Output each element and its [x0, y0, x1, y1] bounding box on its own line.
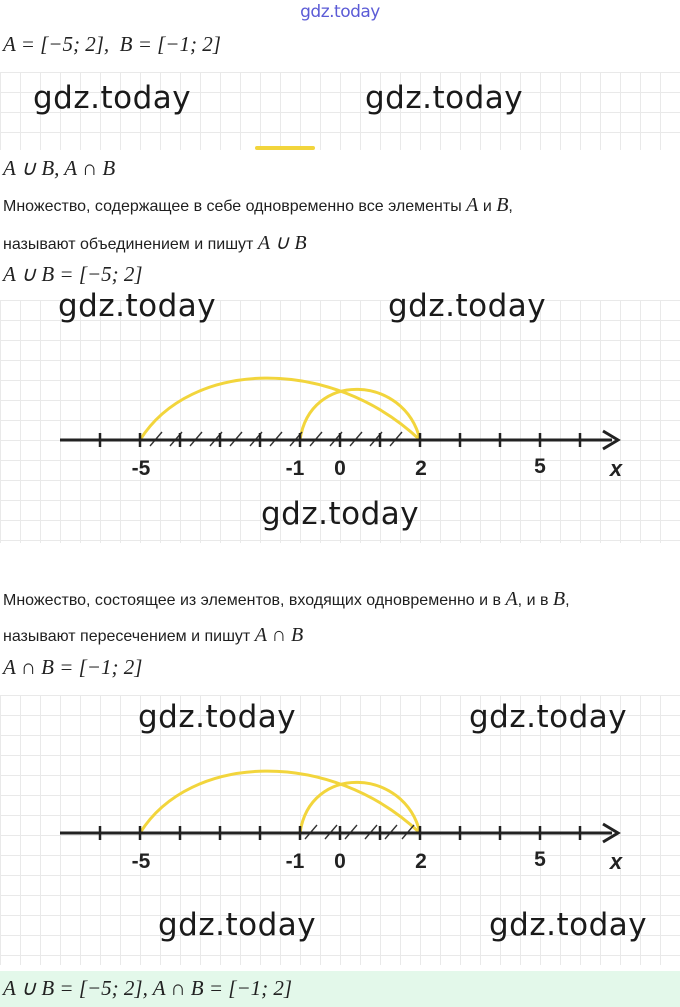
- inter-def-b: B: [552, 588, 566, 610]
- inter-def-comma: ,: [565, 592, 570, 609]
- set-b-definition: B = [−1; 2]: [119, 32, 221, 56]
- answer-text: A ∪ B = [−5; 2], A ∩ B = [−1; 2]: [3, 976, 293, 1000]
- intersection-definition-line-1: [3, 588, 570, 611]
- inter-def-and: , и в: [517, 592, 553, 609]
- arc-set-a: [140, 771, 420, 833]
- intersection-result: A ∩ B = [−1; 2]: [3, 655, 143, 679]
- watermark-6: gdz.today: [138, 699, 297, 735]
- arc-fragment: [255, 146, 315, 150]
- tick-label-minus1: -1: [285, 457, 305, 480]
- watermark-8: gdz.today: [158, 907, 317, 943]
- intersection-diagram: [0, 695, 680, 965]
- intersection-definition-line-2: [3, 624, 303, 647]
- tick-label-2: 2: [415, 457, 427, 480]
- watermark-1: gdz.today: [33, 80, 192, 116]
- operations-line: A ∪ B, A ∩ B: [3, 156, 116, 180]
- union-result: A ∪ B = [−5; 2]: [3, 262, 143, 286]
- given-sets: [3, 32, 221, 57]
- set-a-definition: A = [−5; 2],: [3, 32, 110, 56]
- tick-label-2: 2: [415, 850, 427, 873]
- union-number-line: [0, 300, 680, 543]
- union-def-b: B: [496, 194, 509, 216]
- union-symbol: A ∪ B: [257, 232, 307, 254]
- union-definition-line-2: [3, 230, 307, 255]
- watermark-5: gdz.today: [261, 496, 420, 532]
- grid-strip-top: [0, 72, 680, 150]
- inter-def-a: A: [505, 588, 518, 610]
- inter-def-text-2: называют пересечением и пишут: [3, 628, 255, 645]
- watermark-2: gdz.today: [365, 80, 524, 116]
- tick-label-0: 0: [334, 457, 346, 480]
- union-definition-line-1: [3, 194, 513, 217]
- tick-label-minus1: -1: [285, 850, 305, 873]
- arc-set-b: [300, 782, 420, 833]
- union-def-and: и: [478, 198, 497, 215]
- union-diagram: [0, 288, 680, 543]
- inter-def-text: Множество, состоящее из элементов, входящих одновременно и в: [3, 592, 506, 609]
- intersection-symbol: A ∩ B: [254, 624, 304, 646]
- intersection-number-line: [0, 695, 680, 965]
- union-def-comma: ,: [508, 198, 513, 215]
- watermark-3: gdz.today: [58, 288, 217, 324]
- tick-label-minus5: -5: [131, 457, 151, 480]
- axis-label-x: x: [609, 849, 623, 874]
- watermark-7: gdz.today: [469, 699, 628, 735]
- top-watermark: gdz.today: [300, 2, 380, 22]
- union-def-text: Множество, содержащее в себе одновременно все элементы: [3, 198, 467, 215]
- arc-set-a: [140, 378, 420, 440]
- watermark-4: gdz.today: [388, 288, 547, 324]
- union-def-text-2: называют объединением и пишут: [3, 236, 258, 253]
- watermark-9: gdz.today: [489, 907, 648, 943]
- answer-box: [0, 971, 680, 1007]
- tick-label-5: 5: [534, 455, 546, 478]
- tick-label-minus5: -5: [131, 850, 151, 873]
- union-def-a: A: [466, 194, 479, 216]
- tick-label-5: 5: [534, 848, 546, 871]
- tick-label-0: 0: [334, 850, 346, 873]
- axis-label-x: x: [609, 456, 623, 481]
